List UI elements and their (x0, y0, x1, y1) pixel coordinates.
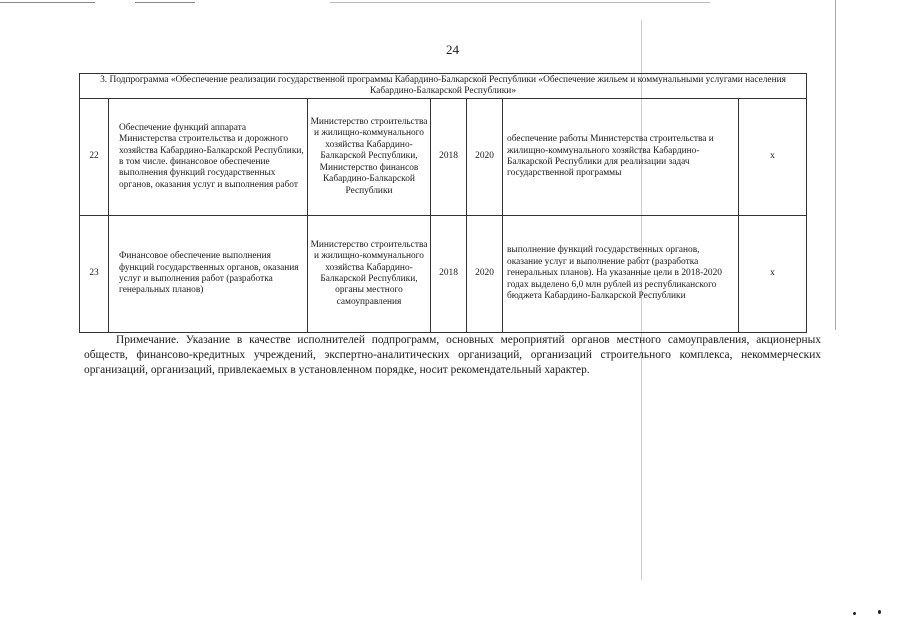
scan-artifact-top-right (330, 2, 710, 3)
row-start-year: 2018 (431, 99, 467, 216)
row-number: 22 (80, 99, 109, 216)
row-link: x (739, 216, 807, 333)
row-end-year: 2020 (467, 216, 503, 333)
footnote: Примечание. Указание в качестве исполнителей подпрограмм, основных мероприятий органов местного самоуправления, акционерных обществ, финансово-кредитных учреждений, экспертно-аналитических организаций, организаций строительного комплекса, некоммерческих организаций, организаций, привлекаемых в установленном порядке, носит рекомендательный характер. (84, 334, 821, 377)
row-number: 23 (80, 216, 109, 333)
row-result: обеспечение работы Министерства строительства и жилищно-коммунального хозяйства Кабардино-Балкарской Республики для реализации задач государственной программы (503, 99, 739, 216)
row-task: Финансовое обеспечение выполнения функций государственных органов, оказания услуг и выполнения работ (разработка генеральных планов) (109, 216, 308, 333)
table-row (80, 216, 807, 333)
scan-artifact-top-center (135, 2, 195, 3)
row-end-year: 2020 (467, 99, 503, 216)
measures-table (79, 73, 807, 333)
scan-artifact-top-left (0, 2, 95, 3)
page-number: 24 (446, 42, 459, 57)
scan-dot (878, 610, 881, 614)
row-executor: Министерство строительства и жилищно-коммунального хозяйства Кабардино-Балкарской Республики, органы местного самоуправления (308, 216, 431, 333)
row-executor: Министерство строительства и жилищно-коммунального хозяйства Кабардино-Балкарской Республики, Министерство финансов Кабардино-Балкарской Республики (308, 99, 431, 216)
table-row (80, 99, 807, 216)
row-task: Обеспечение функций аппарата Министерства строительства и дорожного хозяйства Кабардино-Балкарской Республики, в том числе. финансовое обеспечение выполнения функций государственных органов, оказания услуг и выполнения работ (109, 99, 308, 216)
row-result: выполнение функций государственных органов, оказание услуг и выполнение работ (разработка генеральных планов). На указанные цели в 2018-2020 годах выделено 6,0 млн рублей из республиканского бюджета Кабардино-Балкарской Республики (503, 216, 739, 333)
scan-dot (853, 612, 856, 615)
row-link: x (739, 99, 807, 216)
subprogram-header-row (80, 74, 807, 99)
subprogram-title: 3. Подпрограмма «Обеспечение реализации государственной программы Кабардино-Балкарской Республики «Обеспечение жильем и коммунальными услугами населения Кабардино-Балкарской Республики» (80, 74, 807, 99)
row-start-year: 2018 (431, 216, 467, 333)
